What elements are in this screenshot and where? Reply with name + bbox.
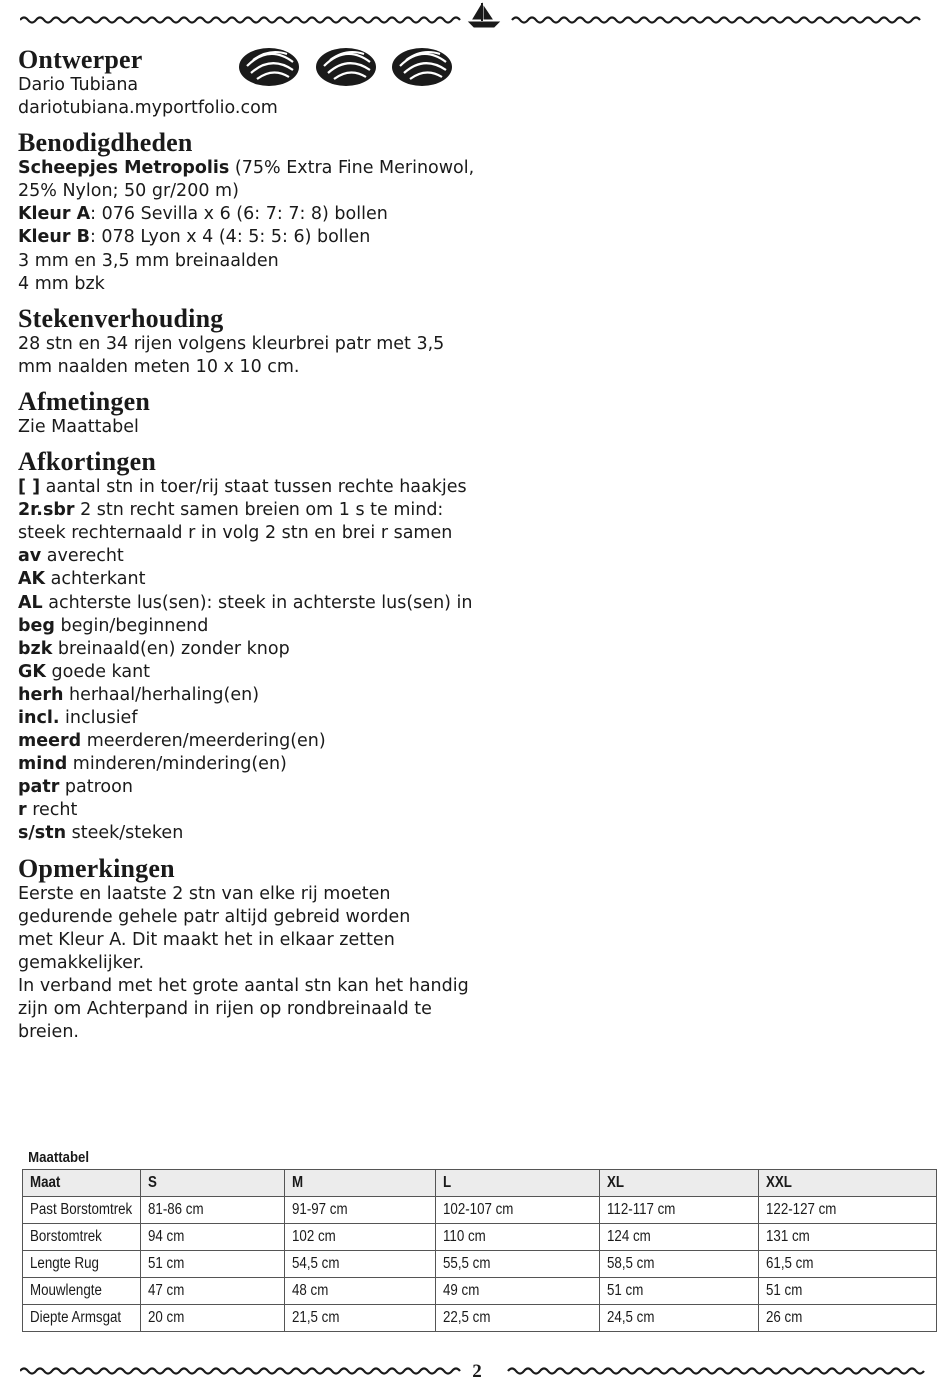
header-label: S <box>148 1174 157 1191</box>
cell-value: 55,5 cm <box>443 1255 491 1272</box>
cell-value: Past Borstomtrek <box>30 1201 133 1218</box>
size-table <box>22 1169 937 1332</box>
text-span: aantal stn in toer/rij staat tussen rechte haakjes <box>40 477 467 498</box>
text-line <box>18 273 498 296</box>
cell-value: 24,5 cm <box>607 1309 655 1326</box>
text-span: : 076 Sevilla x 6 (6: 7: 7: 8) bollen <box>90 204 388 225</box>
text-line <box>18 952 498 975</box>
bold-term: incl. <box>18 707 60 728</box>
table-cell <box>759 1251 937 1278</box>
cell-value: 58,5 cm <box>607 1255 655 1272</box>
table-cell <box>600 1278 759 1305</box>
bold-term: meerd <box>18 731 82 752</box>
text-line <box>18 97 498 120</box>
bold-term: bzk <box>18 638 53 659</box>
table-row <box>23 1278 937 1305</box>
bold-term: Scheepjes Metropolis <box>18 158 230 179</box>
bold-term: 2r.sbr <box>18 500 75 521</box>
table-cell <box>759 1224 937 1251</box>
text-span: achterkant <box>45 569 146 590</box>
header-label: XL <box>607 1174 625 1191</box>
table-cell <box>436 1278 600 1305</box>
section-heading: Afkortingen <box>18 447 156 477</box>
cell-value: 47 cm <box>148 1282 185 1299</box>
section-afkortingen <box>18 448 498 846</box>
text-line <box>18 799 498 822</box>
text-span: zijn om Achterpand in rijen op rondbreinaald te <box>18 999 432 1019</box>
table-cell <box>141 1224 285 1251</box>
text-span: met Kleur A. Dit maakt het in elkaar zetten <box>18 929 395 950</box>
bold-term: Kleur B <box>18 227 90 248</box>
row-label-cell <box>23 1278 141 1305</box>
text-line <box>18 74 498 97</box>
cell-value: 51 cm <box>148 1255 185 1272</box>
table-cell <box>285 1224 436 1251</box>
cell-value: Lengte Rug <box>30 1255 99 1272</box>
text-span: 4 mm bzk <box>18 273 105 294</box>
text-span: gemakkelijker. <box>18 952 145 973</box>
cell-value: 21,5 cm <box>292 1309 340 1326</box>
cell-value: 61,5 cm <box>766 1255 814 1272</box>
section-opmerkingen <box>18 855 498 1045</box>
text-line <box>18 638 498 661</box>
bold-term: AL <box>18 592 43 613</box>
text-line <box>18 730 498 753</box>
text-line <box>18 250 498 273</box>
text-line <box>18 157 498 180</box>
page-number: 2 <box>472 1361 482 1382</box>
cell-value: 49 cm <box>443 1282 480 1299</box>
section-benodigdheden <box>18 129 498 296</box>
cell-value: 51 cm <box>766 1282 803 1299</box>
text-line <box>18 180 498 203</box>
table-cell <box>436 1197 600 1224</box>
text-span: herhaal/herhaling(en) <box>63 684 260 705</box>
text-line <box>18 883 498 906</box>
text-line <box>18 592 498 615</box>
header-label: L <box>443 1174 452 1191</box>
table-cell <box>141 1197 285 1224</box>
text-line <box>18 776 498 799</box>
row-label-cell <box>23 1305 141 1332</box>
text-span: recht <box>26 800 78 821</box>
boat-icon <box>463 0 505 30</box>
row-label-cell <box>23 1251 141 1278</box>
text-span: 2 stn recht samen breien om 1 s te mind: <box>74 500 444 521</box>
table-cell <box>141 1251 285 1278</box>
text-line <box>18 707 498 730</box>
bold-term: AK <box>18 569 46 590</box>
section-stekenverhouding <box>18 305 498 379</box>
header-label: M <box>292 1174 304 1191</box>
size-table-header-row <box>23 1170 937 1197</box>
text-span: steek/steken <box>66 823 184 844</box>
text-line <box>18 476 498 499</box>
bold-term: r <box>18 800 27 821</box>
table-cell <box>285 1305 436 1332</box>
section-heading: Afmetingen <box>18 386 150 416</box>
table-cell <box>285 1251 436 1278</box>
text-span: minderen/mindering(en) <box>67 754 287 775</box>
cell-value: 26 cm <box>766 1309 803 1326</box>
cell-value: 102 cm <box>292 1228 336 1245</box>
text-span: averecht <box>41 546 124 567</box>
cell-value: 81-86 cm <box>148 1201 204 1218</box>
text-line <box>18 929 498 952</box>
table-cell <box>436 1224 600 1251</box>
text-span: mm naalden meten 10 x 10 cm. <box>18 356 300 377</box>
text-line <box>18 499 498 522</box>
table-row <box>23 1224 937 1251</box>
text-line <box>18 226 498 249</box>
text-span: 3 mm en 3,5 mm breinaalden <box>18 250 279 271</box>
text-span: 28 stn en 34 rijen volgens kleurbrei patr met 3,5 <box>18 333 445 354</box>
text-line <box>18 684 498 707</box>
table-cell <box>285 1197 436 1224</box>
cell-value: 91-97 cm <box>292 1201 348 1218</box>
text-line <box>18 522 498 545</box>
text-line <box>18 998 498 1021</box>
text-span: dariotubiana.myportfolio.com <box>18 98 278 119</box>
header-label: Maat <box>30 1174 61 1191</box>
cell-value: Diepte Armsgat <box>30 1309 122 1326</box>
text-line <box>18 416 498 439</box>
text-span: breinaald(en) zonder knop <box>52 638 290 659</box>
bold-term: beg <box>18 615 55 636</box>
size-table-header-cell <box>141 1170 285 1197</box>
text-span: begin/beginnend <box>54 615 209 636</box>
text-line <box>18 333 498 356</box>
bold-term: s/stn <box>18 823 67 844</box>
text-line <box>18 545 498 568</box>
text-line <box>18 822 498 845</box>
bold-term: herh <box>18 684 64 705</box>
cell-value: Mouwlengte <box>30 1282 102 1299</box>
section-afmetingen <box>18 388 498 439</box>
size-table-header-cell <box>759 1170 937 1197</box>
bold-term: GK <box>18 661 46 682</box>
size-table-title: Maattabel <box>28 1149 90 1166</box>
cell-value: 51 cm <box>607 1282 644 1299</box>
table-cell <box>141 1305 285 1332</box>
table-cell <box>759 1197 937 1224</box>
text-span: goede kant <box>45 661 151 682</box>
section-heading: Stekenverhouding <box>18 303 224 333</box>
section-ontwerper <box>18 46 498 120</box>
section-heading: Ontwerper <box>18 45 143 74</box>
row-label-cell <box>23 1197 141 1224</box>
table-cell <box>600 1305 759 1332</box>
table-cell <box>600 1224 759 1251</box>
bold-term: av <box>18 546 42 567</box>
text-span: meerderen/meerdering(en) <box>81 731 326 752</box>
cell-value: Borstomtrek <box>30 1228 102 1245</box>
bold-term: Kleur A <box>18 204 91 225</box>
text-line <box>18 356 498 379</box>
cell-value: 102-107 cm <box>443 1201 514 1218</box>
text-span: (75% Extra Fine Merinowol, <box>229 158 475 179</box>
text-line <box>18 661 498 684</box>
size-table-header-cell <box>600 1170 759 1197</box>
table-cell <box>285 1278 436 1305</box>
text-span: 25% Nylon; 50 gr/200 m) <box>18 181 239 202</box>
text-span: Eerste en laatste 2 stn van elke rij moeten <box>18 883 391 904</box>
cell-value: 94 cm <box>148 1228 185 1245</box>
cell-value: 20 cm <box>148 1309 185 1326</box>
text-span: : 078 Lyon x 4 (4: 5: 5: 6) bollen <box>89 227 371 248</box>
text-span: steek rechternaald r in volg 2 stn en brei r samen <box>18 523 453 544</box>
text-line <box>18 615 498 638</box>
bold-term: [ ] <box>18 477 41 498</box>
text-span: inclusief <box>59 707 138 728</box>
bold-term: patr <box>18 777 60 798</box>
cell-value: 54,5 cm <box>292 1255 340 1272</box>
cell-value: 122-127 cm <box>766 1201 837 1218</box>
size-table-header-cell <box>23 1170 141 1197</box>
cell-value: 22,5 cm <box>443 1309 491 1326</box>
table-cell <box>600 1197 759 1224</box>
table-cell <box>759 1305 937 1332</box>
cell-value: 112-117 cm <box>607 1201 676 1218</box>
text-span: gedurende gehele patr altijd gebreid worden <box>18 906 411 927</box>
text-span: achterste lus(sen): steek in achterste lus(sen) in <box>42 592 473 613</box>
table-row <box>23 1305 937 1332</box>
text-line <box>18 1021 498 1044</box>
cell-value: 110 cm <box>443 1228 486 1245</box>
text-line <box>18 975 498 998</box>
cell-value: 131 cm <box>766 1228 810 1245</box>
text-span: In verband met het grote aantal stn kan het handig <box>18 975 469 996</box>
table-cell <box>759 1278 937 1305</box>
text-span: patroon <box>59 777 133 798</box>
size-table-header-cell <box>436 1170 600 1197</box>
row-label-cell <box>23 1224 141 1251</box>
text-line <box>18 906 498 929</box>
table-cell <box>600 1251 759 1278</box>
section-heading: Benodigdheden <box>18 128 193 158</box>
table-row <box>23 1197 937 1224</box>
header-label: XXL <box>766 1174 792 1191</box>
table-row <box>23 1251 937 1278</box>
table-cell <box>436 1305 600 1332</box>
text-span: Zie Maattabel <box>18 416 139 437</box>
table-cell <box>436 1251 600 1278</box>
text-line <box>18 568 498 591</box>
text-span: breien. <box>18 1022 79 1043</box>
text-line <box>18 753 498 776</box>
size-table-header-cell <box>285 1170 436 1197</box>
section-heading: Opmerkingen <box>18 853 175 883</box>
text-span: Dario Tubiana <box>18 75 139 95</box>
pattern-text-column <box>18 46 498 1053</box>
text-line <box>18 203 498 226</box>
bold-term: mind <box>18 754 68 775</box>
table-cell <box>141 1278 285 1305</box>
cell-value: 124 cm <box>607 1228 651 1245</box>
size-table-block <box>22 1147 936 1332</box>
cell-value: 48 cm <box>292 1282 329 1299</box>
